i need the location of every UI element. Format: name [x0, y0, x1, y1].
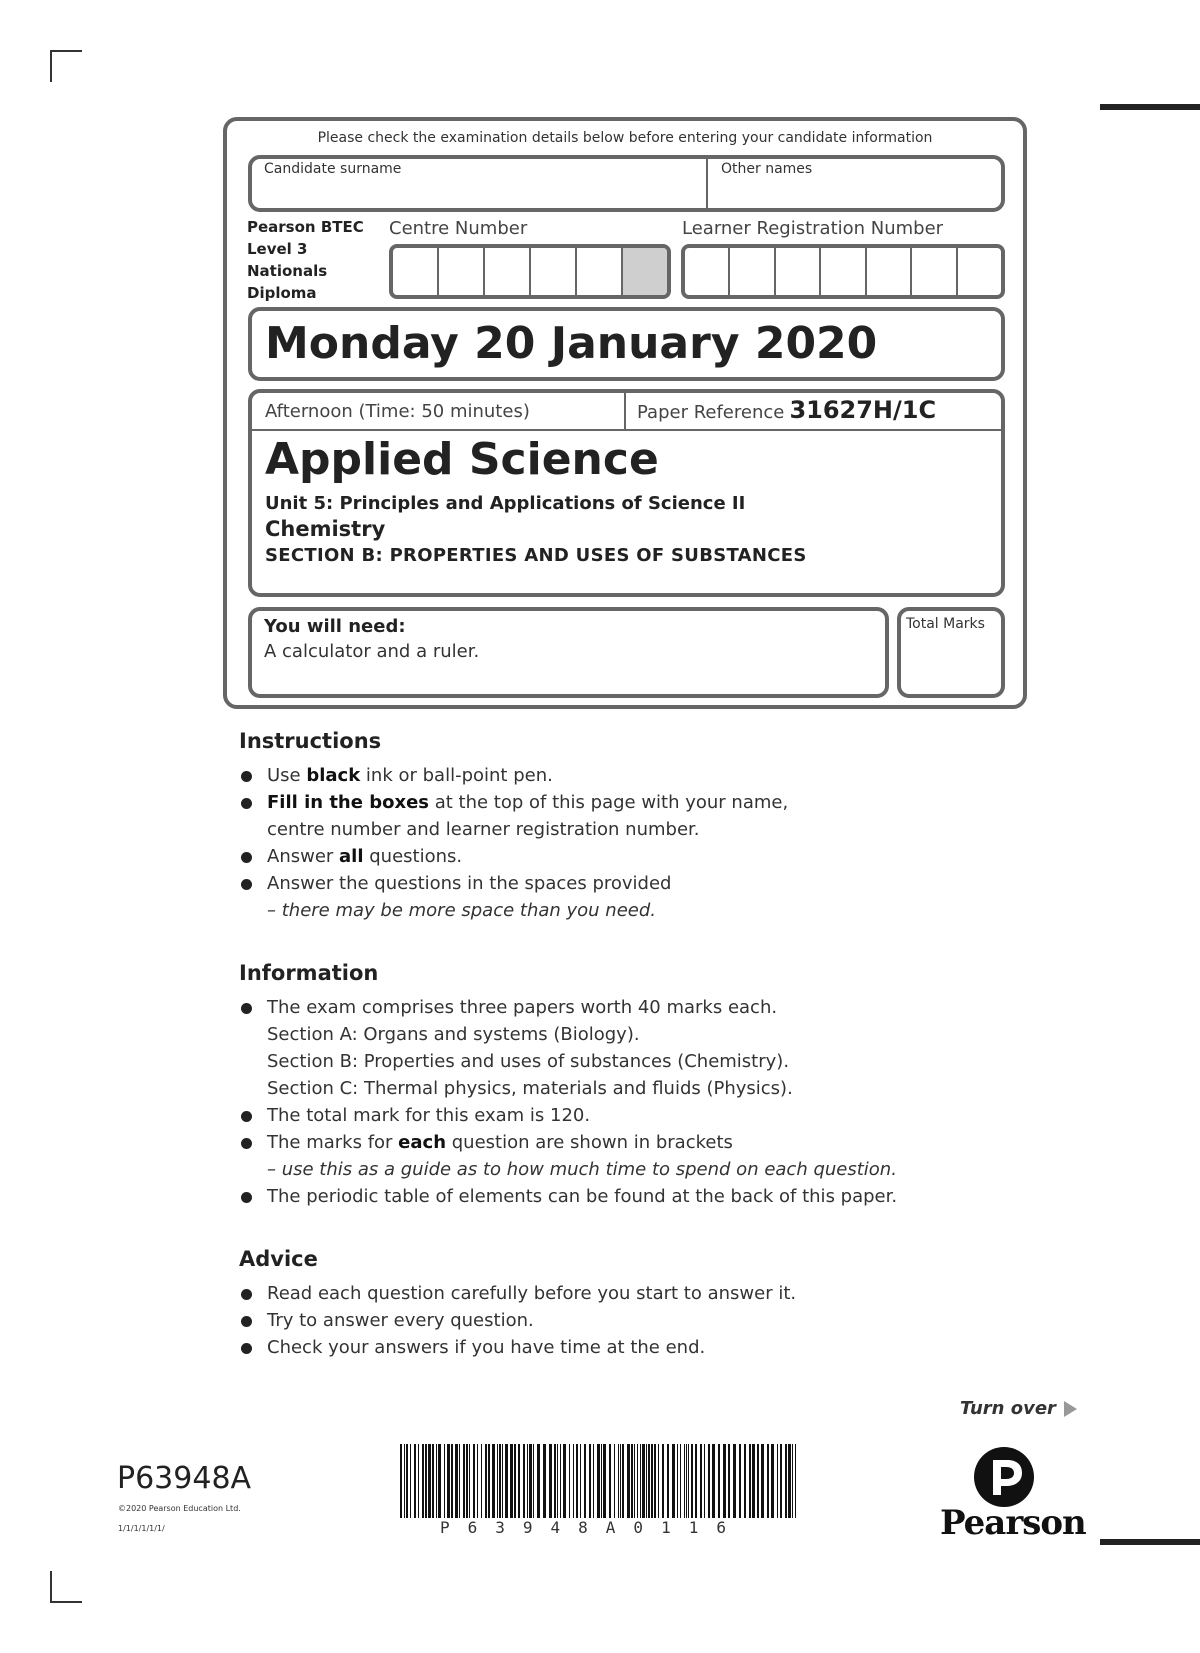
barcode-bar [481, 1444, 482, 1518]
barcode-bar [477, 1444, 478, 1518]
barcode-bar [728, 1444, 730, 1518]
barcode-bar [444, 1444, 445, 1518]
barcode-bar [573, 1444, 574, 1518]
paper-reference-label: Paper Reference [637, 402, 785, 423]
digit-box-shaded [623, 248, 667, 295]
barcode-bar [761, 1444, 764, 1518]
digit-box[interactable] [439, 248, 485, 295]
barcode-bar [648, 1444, 650, 1518]
barcode-bar [580, 1444, 581, 1518]
barcode-bar [410, 1444, 411, 1518]
paper-code: P63948A [117, 1461, 252, 1496]
barcode-bar [733, 1444, 736, 1518]
barcode-bar [603, 1444, 606, 1518]
advice-item: Read each question carefully before you start to answer it. [239, 1280, 1139, 1307]
barcode-bar [428, 1444, 431, 1518]
barcode-bar [414, 1444, 416, 1518]
turn-over [960, 1398, 1077, 1419]
digit-box[interactable] [821, 248, 866, 295]
barcode-bar [757, 1444, 759, 1518]
instruction-item-continued: – there may be more space than you need. [267, 900, 657, 921]
barcode-bar [618, 1444, 619, 1518]
barcode-bar [589, 1444, 591, 1518]
barcode-bar [640, 1444, 641, 1518]
barcode-bar [620, 1444, 621, 1518]
barcode-bar [497, 1444, 498, 1518]
barcode-bar [505, 1444, 508, 1518]
barcode-bar [642, 1444, 645, 1518]
barcode-bar [514, 1444, 516, 1518]
candidate-surname-field[interactable] [262, 180, 698, 208]
barcode-bar [684, 1444, 685, 1518]
barcode-bar [523, 1444, 525, 1518]
barcode-bar [739, 1444, 741, 1518]
barcode-bar [658, 1444, 659, 1518]
barcode-bar [631, 1444, 633, 1518]
barcode-bar [488, 1444, 490, 1518]
barcode-bar [627, 1444, 630, 1518]
barcode-bar [404, 1444, 405, 1518]
digit-box[interactable] [393, 248, 439, 295]
learner-registration-label: Learner Registration Number [682, 218, 944, 239]
barcode-bar [622, 1444, 624, 1518]
barcode-bar [593, 1444, 594, 1518]
digit-box[interactable] [577, 248, 623, 295]
barcode-bar [667, 1444, 669, 1518]
instruction-item: Answer all questions. [239, 843, 1139, 870]
qualification-line: Diploma [247, 284, 317, 302]
barcode-bar [708, 1444, 710, 1518]
barcode-bar [700, 1444, 702, 1518]
paper-reference-code: 31627H/1C [789, 396, 937, 424]
barcode-bar [792, 1444, 793, 1518]
barcode-bar [436, 1444, 437, 1518]
barcode-bar [527, 1444, 528, 1518]
barcode-bar [662, 1444, 664, 1518]
barcode-bar [672, 1444, 675, 1518]
digit-box[interactable] [912, 248, 957, 295]
information-item-continued: Section A: Organs and systems (Biology). [267, 1024, 640, 1045]
barcode-bar [455, 1444, 458, 1518]
information-item: The total mark for this exam is 120. [239, 1102, 1189, 1129]
divider [624, 391, 626, 430]
barcode-bar [400, 1444, 402, 1518]
barcode-bar [502, 1444, 503, 1518]
barcode-bar [438, 1444, 441, 1518]
crop-mark [50, 1601, 82, 1603]
edge-mark [1100, 1539, 1200, 1545]
barcode-bar [695, 1444, 697, 1518]
exam-date: Monday 20 January 2020 [265, 318, 878, 369]
centre-number-boxes[interactable] [389, 244, 671, 299]
barcode-bar [560, 1444, 561, 1518]
barcode-bar [557, 1444, 558, 1518]
barcode-bar [634, 1444, 635, 1518]
digit-box[interactable] [730, 248, 775, 295]
unit-title: Unit 5: Principles and Applications of Science II [265, 493, 746, 514]
divider [250, 429, 1003, 431]
centre-number-label: Centre Number [389, 218, 528, 239]
qualification-line: Level 3 [247, 240, 308, 258]
crop-mark [50, 1571, 52, 1603]
digit-box[interactable] [685, 248, 730, 295]
barcode-bar [771, 1444, 774, 1518]
total-marks-label: Total Marks [906, 616, 985, 632]
candidate-surname-label: Candidate surname [264, 161, 402, 177]
subject-title: Applied Science [265, 434, 659, 485]
barcode-bar [654, 1444, 656, 1518]
other-names-field[interactable] [716, 180, 996, 208]
barcode-bar [651, 1444, 653, 1518]
barcode-bar [785, 1444, 787, 1518]
discipline-title: Chemistry [265, 517, 386, 541]
instruction-item: Answer the questions in the spaces provided [239, 870, 1139, 897]
digit-box[interactable] [958, 248, 1001, 295]
barcode-bar [459, 1444, 460, 1518]
barcode-bar [777, 1444, 778, 1518]
barcode-bar [406, 1444, 408, 1518]
barcode-bar [432, 1444, 434, 1518]
equipment-text: A calculator and a ruler. [264, 641, 480, 662]
barcode-bar [537, 1444, 540, 1518]
barcode-bar [788, 1444, 791, 1518]
advice-item: Check your answers if you have time at the end. [239, 1334, 1139, 1361]
copyright: ©2020 Pearson Education Ltd. [118, 1504, 241, 1513]
barcode-bar [569, 1444, 570, 1518]
barcode-bar [425, 1444, 427, 1518]
barcode-bar [744, 1444, 746, 1518]
instructions-heading: Instructions [239, 729, 382, 753]
digit-box[interactable] [867, 248, 912, 295]
barcode-bar [447, 1444, 450, 1518]
arrow-right-icon [1064, 1401, 1077, 1417]
barcode-bar [518, 1444, 520, 1518]
barcode-bar [718, 1444, 720, 1518]
digit-box[interactable] [531, 248, 577, 295]
barcode-bar [533, 1444, 534, 1518]
instructions-section [239, 729, 1139, 924]
information-item: The exam comprises three papers worth 40 marks each. [239, 994, 1189, 1021]
edge-mark [1100, 104, 1200, 110]
paper-reference [637, 396, 936, 424]
barcode-bar [510, 1444, 513, 1518]
barcode-bar [723, 1444, 726, 1518]
barcode [400, 1444, 800, 1522]
barcode-bar [752, 1444, 755, 1518]
information-item: The marks for each question are shown in brackets [239, 1129, 1189, 1156]
advice-heading: Advice [239, 1247, 318, 1271]
information-item: The periodic table of elements can be found at the back of this paper. [239, 1183, 1189, 1210]
barcode-bar [795, 1444, 796, 1518]
barcode-bar [499, 1444, 501, 1518]
digit-box[interactable] [776, 248, 821, 295]
learner-registration-boxes[interactable] [681, 244, 1005, 299]
barcode-bar [677, 1444, 678, 1518]
barcode-bar [576, 1444, 578, 1518]
barcode-bar [466, 1444, 468, 1518]
barcode-bar [691, 1444, 693, 1518]
instruction-item: Fill in the boxes at the top of this page with your name, [239, 789, 1139, 816]
print-code: 1/1/1/1/1/1/ [118, 1524, 165, 1533]
barcode-bar [469, 1444, 470, 1518]
turn-over-label: Turn over [960, 1398, 1056, 1419]
exam-session: Afternoon (Time: 50 minutes) [265, 401, 530, 422]
barcode-bar [549, 1444, 552, 1518]
information-item-continued: Section C: Thermal physics, materials and fluids (Physics). [267, 1078, 793, 1099]
barcode-bar [485, 1444, 487, 1518]
equipment-label: You will need: [264, 616, 406, 637]
barcode-bar [584, 1444, 586, 1518]
advice-section [239, 1247, 1139, 1361]
barcode-bar [601, 1444, 602, 1518]
barcode-bar [712, 1444, 715, 1518]
pearson-logo-text: Pearson [940, 1503, 1086, 1543]
barcode-bar [749, 1444, 751, 1518]
check-note: Please check the examination details below before entering your candidate information [317, 130, 933, 146]
barcode-bar [767, 1444, 769, 1518]
barcode-bar [418, 1444, 419, 1518]
barcode-bar [688, 1444, 689, 1518]
barcode-bar [637, 1444, 638, 1518]
barcode-bar [646, 1444, 647, 1518]
barcode-bar [680, 1444, 681, 1518]
barcode-text: P63948A0116 [440, 1518, 744, 1537]
qualification-line: Pearson BTEC [247, 218, 364, 236]
barcode-bar [614, 1444, 615, 1518]
barcode-bar [597, 1444, 600, 1518]
divider [706, 158, 708, 210]
barcode-bar [563, 1444, 566, 1518]
information-item-continued: – use this as a guide as to how much time to spend on each question. [267, 1159, 897, 1180]
barcode-bar [473, 1444, 475, 1518]
instruction-item-continued: centre number and learner registration number. [267, 819, 700, 840]
barcode-bar [543, 1444, 546, 1518]
barcode-bar [686, 1444, 687, 1518]
qualification-line: Nationals [247, 262, 328, 280]
barcode-bar [529, 1444, 532, 1518]
section-title: SECTION B: PROPERTIES AND USES OF SUBSTANCES [265, 545, 807, 566]
barcode-bar [554, 1444, 556, 1518]
digit-box[interactable] [485, 248, 531, 295]
barcode-bar [780, 1444, 782, 1518]
barcode-bar [451, 1444, 453, 1518]
barcode-bar [422, 1444, 424, 1518]
information-heading: Information [239, 961, 379, 985]
information-item-continued: Section B: Properties and uses of substances (Chemistry). [267, 1051, 790, 1072]
information-section [239, 961, 1189, 1210]
other-names-label: Other names [721, 161, 813, 177]
barcode-bar [463, 1444, 465, 1518]
crop-mark [50, 50, 82, 52]
barcode-bar [609, 1444, 611, 1518]
pearson-logo-icon [973, 1446, 1035, 1508]
instruction-item: Use black ink or ball-point pen. [239, 762, 1139, 789]
qualification-title [247, 216, 364, 304]
advice-item: Try to answer every question. [239, 1307, 1139, 1334]
barcode-bar [492, 1444, 495, 1518]
barcode-bar [704, 1444, 705, 1518]
crop-mark [50, 50, 52, 82]
